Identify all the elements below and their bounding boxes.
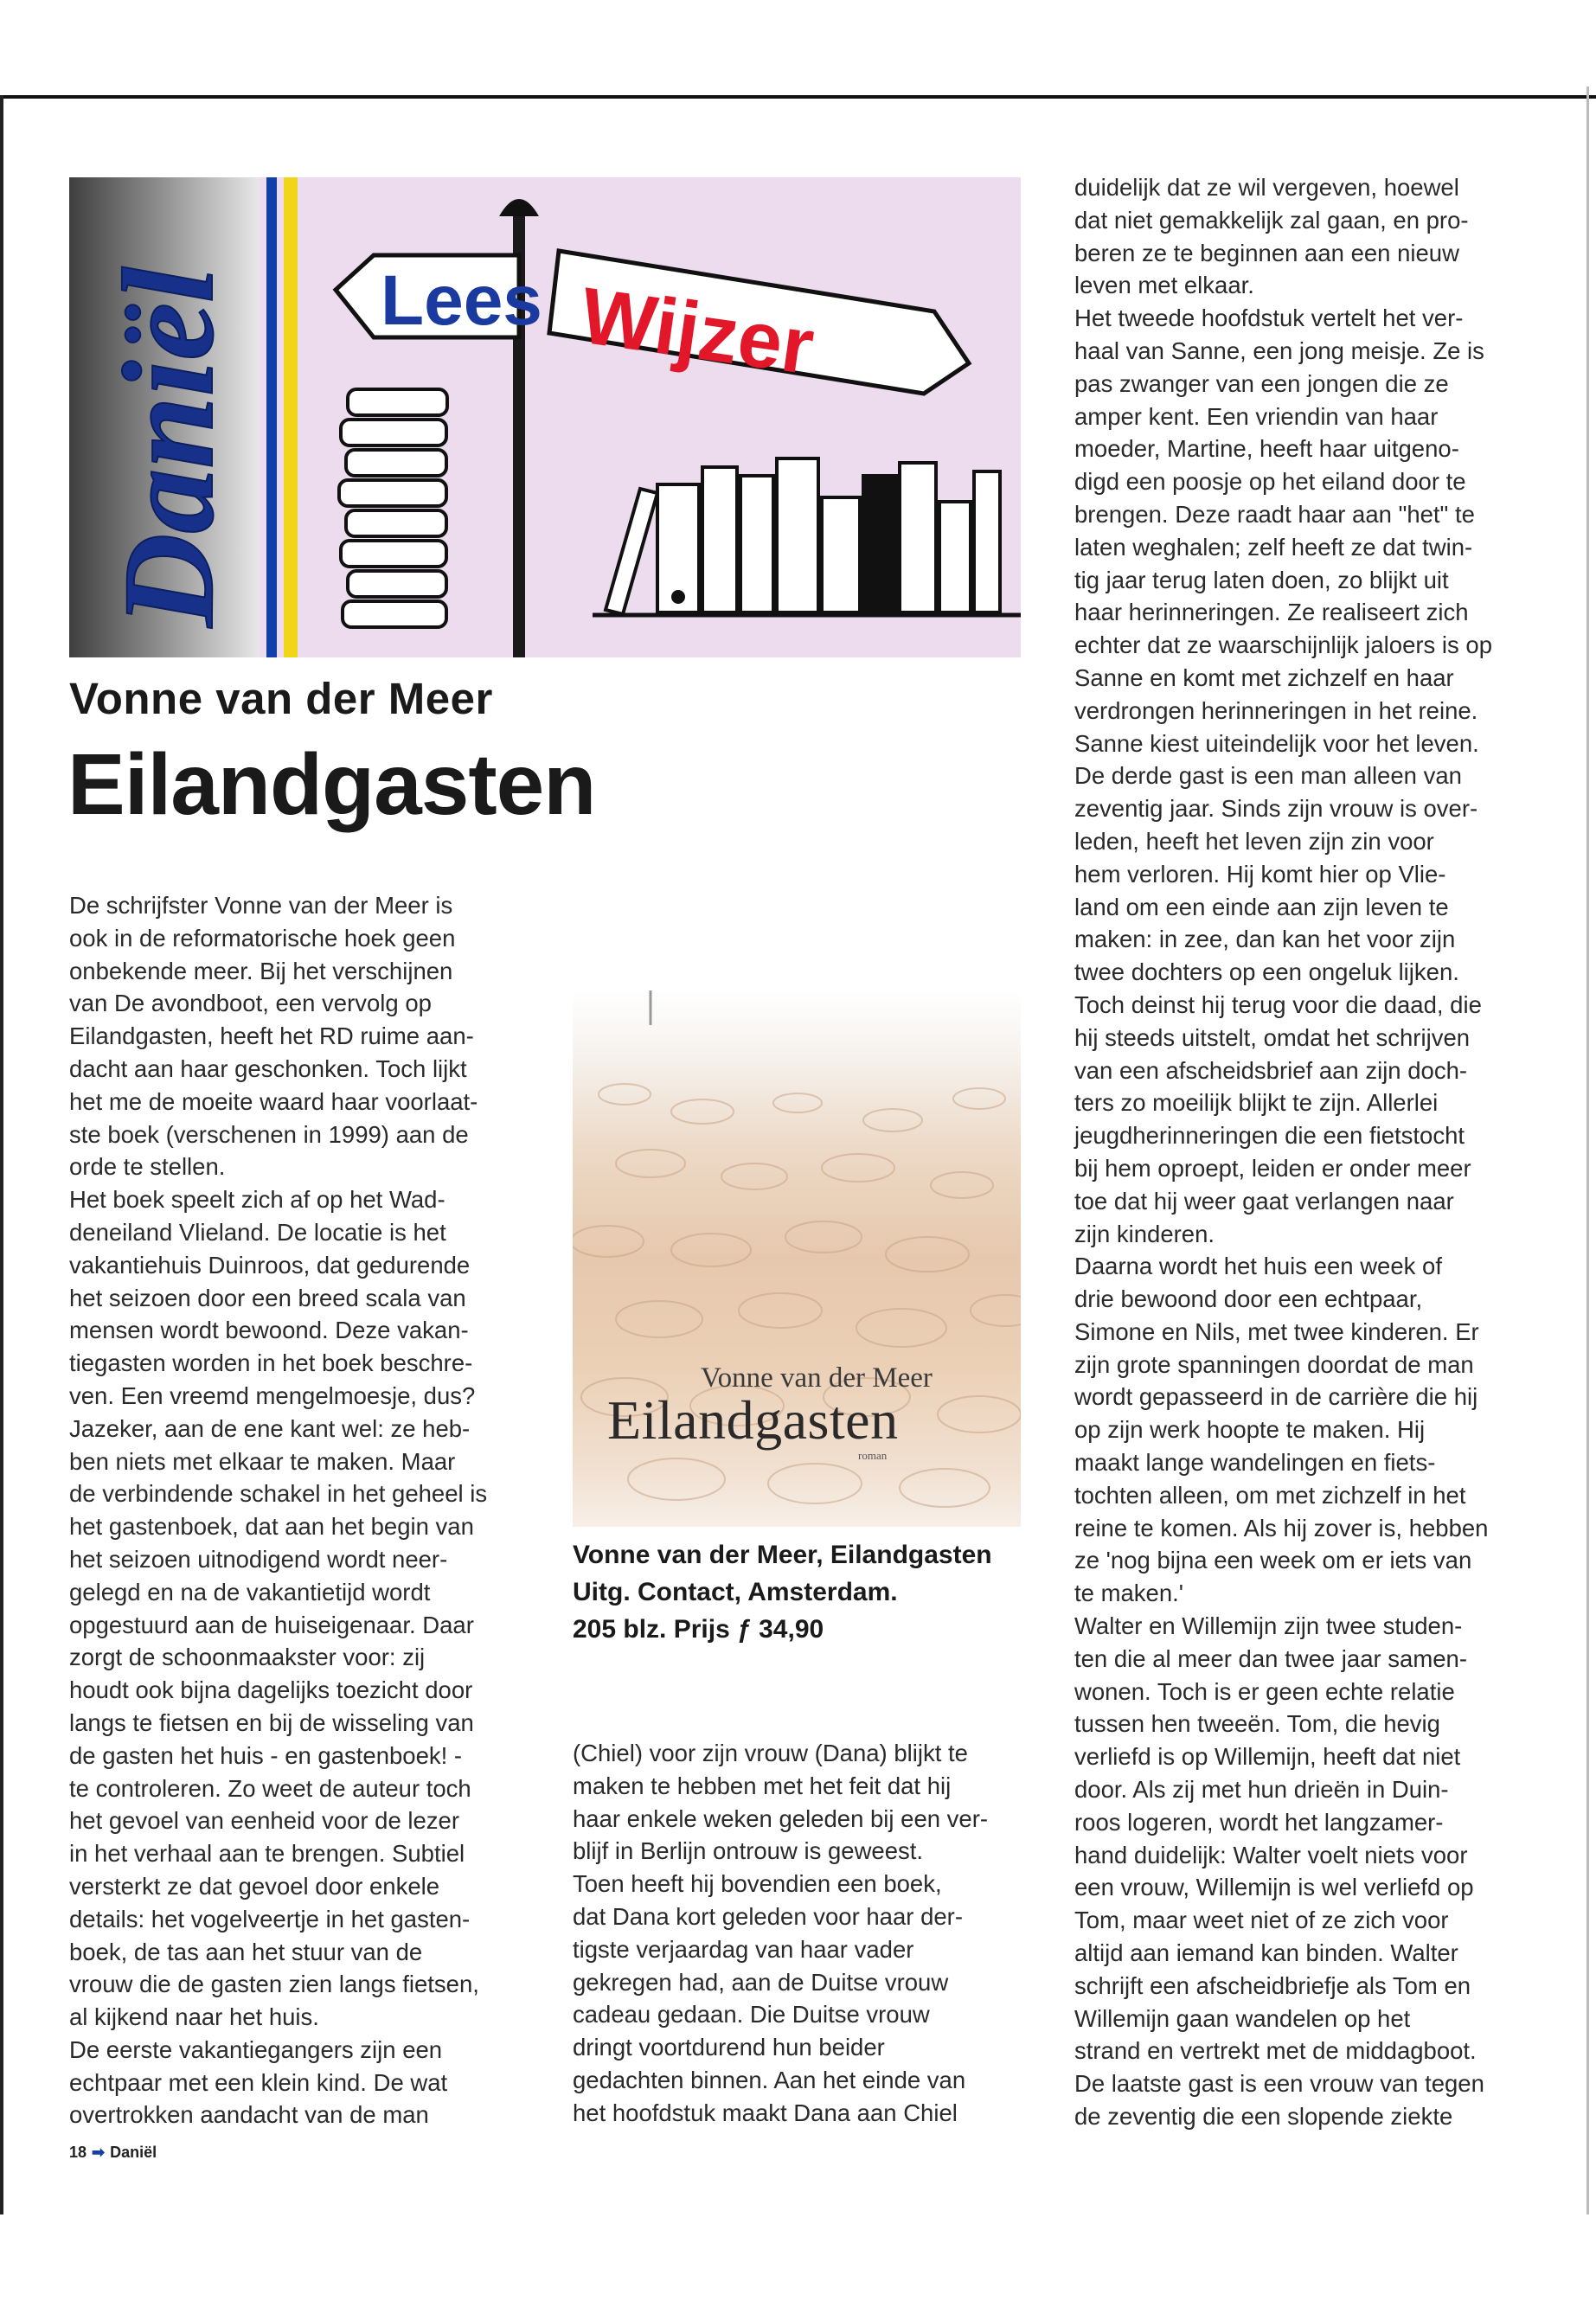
text-line: haal van Sanne, een jong meisje. Ze is [1074,336,1484,364]
stacked-books-icon [339,389,447,627]
text-line: Sanne en komt met zichzelf en haar [1074,663,1454,691]
text-line: zorgt de schoonmaakster voor: zij [69,1644,426,1671]
text-line: ook in de reformatorische hoek geen [69,924,456,952]
text-line: Willemijn gaan wandelen op het [1074,2004,1411,2032]
text-line: zeventig jaar. Sinds zijn vrouw is over- [1074,795,1478,823]
text-line: een vrouw, Willemijn is wel verliefd op [1074,1874,1474,1901]
text-line: langs te fietsen en bij de wisseling van [69,1708,474,1736]
text-line: laten weghalen; zelf heeft ze dat twin- [1074,533,1473,561]
text-line: twee dochters op een ongeluk lijken. [1074,958,1459,986]
text-line: cadeau gedaan. Die Duitse vrouw [573,2001,930,2029]
article-column-3 [1074,171,1529,2133]
text-line: tochten alleen, om met zichzelf in het [1074,1481,1466,1509]
text-line: leden, heeft het leven zijn zin voor [1074,827,1434,855]
text-line: deneiland Vlieland. De locatie is het [69,1218,446,1246]
cover-genre: roman [858,1449,888,1462]
text-line: de zeventig die een slopende ziekte [1074,2103,1453,2131]
text-line: details: het vogelveertje in het gasten- [69,1905,471,1932]
text-line: het seizoen uitnodigend wordt neer- [69,1545,448,1573]
text-line: echtpaar met een klein kind. De wat [69,2068,448,2096]
text-line: bij hem oproept, leiden er onder meer [1074,1154,1471,1182]
cover-author: Vonne van der Meer [701,1362,933,1394]
text-line: door. Als zij met hun drieën in Duin- [1074,1776,1449,1804]
text-line: land om een einde aan zijn leven te [1074,893,1449,920]
text-line: reine te komen. Als hij zover is, hebben [1074,1514,1489,1541]
text-line: digd een poosje op het eiland door te [1074,468,1466,496]
text-line: De laatste gast is een vrouw van tegen [1074,2070,1484,2098]
text-line: dringt voortdurend hun beider [573,2034,885,2061]
text-line: wonen. Toch is er geen echte relatie [1074,1677,1455,1705]
text-line: verdrongen herinneringen in het reine. [1074,696,1478,724]
bookshelf-icon [593,458,1021,615]
text-line: beren ze te beginnen aan een nieuw [1074,239,1459,266]
text-line: Sanne kiest uiteindelijk voor het leven. [1074,729,1479,757]
text-line: van De avondboot, een vervolg op [69,990,432,1017]
text-line: mensen wordt bewoond. Deze vakan- [69,1317,469,1344]
book-caption [573,1536,992,1648]
text-line: tussen hen tweeën. Tom, die hevig [1074,1710,1440,1738]
text-line: dat Dana kort geleden voor haar der- [573,1902,963,1930]
text-line: jeugdherinneringen die een fietstocht [1074,1122,1465,1150]
lees-wijzer-banner [69,177,1021,657]
text-line: zijn kinderen. [1074,1220,1215,1247]
text-line: maken: in zee, dan kan het voor zijn [1074,926,1456,953]
signpost-illustration [69,177,1021,657]
text-line: haar herinneringen. Ze realiseert zich [1074,599,1469,626]
text-line: vrouw die de gasten zien langs fietsen, [69,1971,479,1998]
text-line: ste boek (verschenen in 1999) aan de [69,1120,469,1148]
sign-left-text: Lees [381,261,542,340]
text-line: versterkt ze dat gevoel door enkele [69,1872,440,1900]
text-line: gekregen had, aan de Duitse vrouw [573,1968,949,1996]
text-line: ben niets met elkaar te maken. Maar [69,1447,456,1475]
text-line: dacht aan haar geschonken. Toch lijkt [69,1054,467,1082]
text-line: Daarna wordt het huis een week of [1074,1253,1442,1280]
text-line: roos logeren, wordt het langzamer- [1074,1808,1444,1836]
text-line: het seizoen door een breed scala van [69,1284,466,1311]
text-line: Simone en Nils, met twee kinderen. Er [1074,1317,1479,1345]
text-line: maken te hebben met het feit dat hij [573,1772,952,1799]
article-author: Vonne van der Meer [69,674,493,723]
text-line: ters zo moeilijk blijkt te zijn. Allerlei [1074,1089,1439,1117]
page-footer [69,2144,157,2162]
article-title: Eilandgasten [67,736,596,833]
text-line: hij steeds uitstelt, omdat het schrijven [1074,1023,1471,1051]
text-line: ten die al meer dan twee jaar samen- [1074,1644,1467,1672]
sign-right-text: Wijzer [575,271,819,392]
cover-title: Eilandgasten [607,1389,899,1451]
caption-publisher-line: Uitg. Contact, Amsterdam. [573,1578,898,1606]
text-line: dat niet gemakkelijk zal gaan, en pro- [1074,206,1469,234]
text-line: amper kent. Een vriendin van haar [1074,402,1439,430]
text-line: verliefd is op Willemijn, heeft dat niet [1074,1743,1461,1771]
text-line: altijd aan iemand kan binden. Walter [1074,1939,1458,1967]
text-line: De derde gast is een man alleen van [1074,762,1462,790]
text-line: Het boek speelt zich af op het Wad- [69,1186,445,1214]
text-line: in het verhaal aan te brengen. Subtiel [69,1840,465,1868]
text-line: Walter en Willemijn zijn twee studen- [1074,1612,1463,1640]
text-line: hand duidelijk: Walter voelt niets voor [1074,1841,1468,1868]
text-line: boek, de tas aan het stuur van de [69,1938,423,1965]
page-number: 18 [69,2144,87,2161]
text-line: De schrijfster Vonne van der Meer is [69,892,453,919]
text-line: Jazeker, aan de ene kant wel: ze heb- [69,1414,471,1442]
text-line: te controleren. Zo weet de auteur toch [69,1774,471,1802]
text-line: Eilandgasten, heeft het RD ruime aan- [69,1022,474,1050]
text-line: houdt ook bijna dagelijks toezicht door [69,1676,473,1704]
text-line: onbekende meer. Bij het verschijnen [69,957,453,984]
text-line: gedachten binnen. Aan het einde van [573,2066,966,2093]
text-line: overtrokken aandacht van de man [69,2101,429,2129]
text-line: de gasten het huis - en gastenboek! - [69,1741,463,1769]
text-line: orde te stellen. [69,1153,226,1181]
text-line: Tom, maar weet niet of ze zich voor [1074,1907,1449,1934]
text-line: hem verloren. Hij komt hier op Vlie- [1074,860,1446,888]
text-line: leven met elkaar. [1074,272,1254,299]
text-line: moeder, Martine, heeft haar uitgeno- [1074,435,1459,463]
daniel-logo-text: Daniël [97,266,240,627]
scan-edge-top [0,95,1596,99]
text-line: blijf in Berlijn ontrouw is geweest. [573,1837,924,1865]
text-line: wordt gepasseerd in de carrière die hij [1074,1383,1478,1411]
article-column-2 [573,1737,1027,2130]
caption-title-line: Vonne van der Meer, Eilandgasten [573,1541,992,1569]
text-line: gelegd en na de vakantietijd wordt [69,1578,431,1606]
footer-magazine: Daniël [110,2144,157,2161]
book-cover-image [573,990,1021,1527]
text-line: het gevoel van eenheid voor de lezer [69,1807,460,1835]
text-line: Toch deinst hij terug voor die daad, die [1074,990,1482,1018]
text-line: Het tweede hoofdstuk vertelt het ver- [1074,304,1464,332]
text-line: (Chiel) voor zijn vrouw (Dana) blijkt te [573,1740,968,1766]
text-line: tiegasten worden in het boek beschre- [69,1349,473,1377]
scan-edge-right [1586,87,1589,2214]
scan-edge-left [0,95,3,2214]
text-line: zijn grote spanningen doordat de man [1074,1350,1474,1378]
text-line: duidelijk dat ze wil vergeven, hoewel [1074,174,1459,201]
text-line: ven. Een vreemd mengelmoesje, dus? [69,1381,476,1409]
text-line: strand en vertrekt met de middagboot. [1074,2037,1477,2065]
text-line: op zijn werk hoopte te maken. Hij [1074,1416,1426,1444]
text-line: het gastenboek, dat aan het begin van [69,1513,474,1541]
text-line: schrijft een afscheidbriefje als Tom en [1074,1971,1471,1999]
text-line: al kijkend naar het huis. [69,2003,319,2031]
text-line: vakantiehuis Duinroos, dat gedurende [69,1251,471,1279]
text-line: toe dat hij weer gaat verlangen naar [1074,1187,1454,1215]
text-line: Toen heeft hij bovendien een boek, [573,1870,942,1898]
text-line: tig jaar terug laten doen, zo blijkt uit [1074,566,1449,593]
text-line: de verbindende schakel in het geheel is [69,1480,488,1508]
text-line: opgestuurd aan de huiseigenaar. Daar [69,1611,474,1638]
text-line: het hoofdstuk maakt Dana aan Chiel [573,2099,958,2126]
text-line: echter dat ze waarschijnlijk jaloers is op [1074,631,1492,659]
text-line: De eerste vakantiegangers zijn een [69,2035,443,2063]
text-line: tigste verjaardag van haar vader [573,1935,914,1963]
text-line: te maken.' [1074,1580,1184,1607]
arrow-right-icon: ➡ [92,2144,106,2161]
text-line: haar enkele weken geleden bij een ver- [573,1804,989,1832]
text-line: het me de moeite waard haar voorlaat- [69,1087,478,1115]
text-line: drie bewoond door een echtpaar, [1074,1285,1423,1313]
text-line: maakt lange wandelingen en fiets- [1074,1449,1436,1477]
caption-price-line: 205 blz. Prijs ƒ 34,90 [573,1615,824,1644]
text-line: pas zwanger van een jongen die ze [1074,369,1449,397]
text-line: van een afscheidsbrief aan zijn doch- [1074,1056,1468,1084]
text-line: ze 'nog bijna een week om er iets van [1074,1547,1472,1574]
article-column-1 [69,889,519,2131]
text-line: brengen. Deze raadt haar aan "het" te [1074,500,1475,528]
